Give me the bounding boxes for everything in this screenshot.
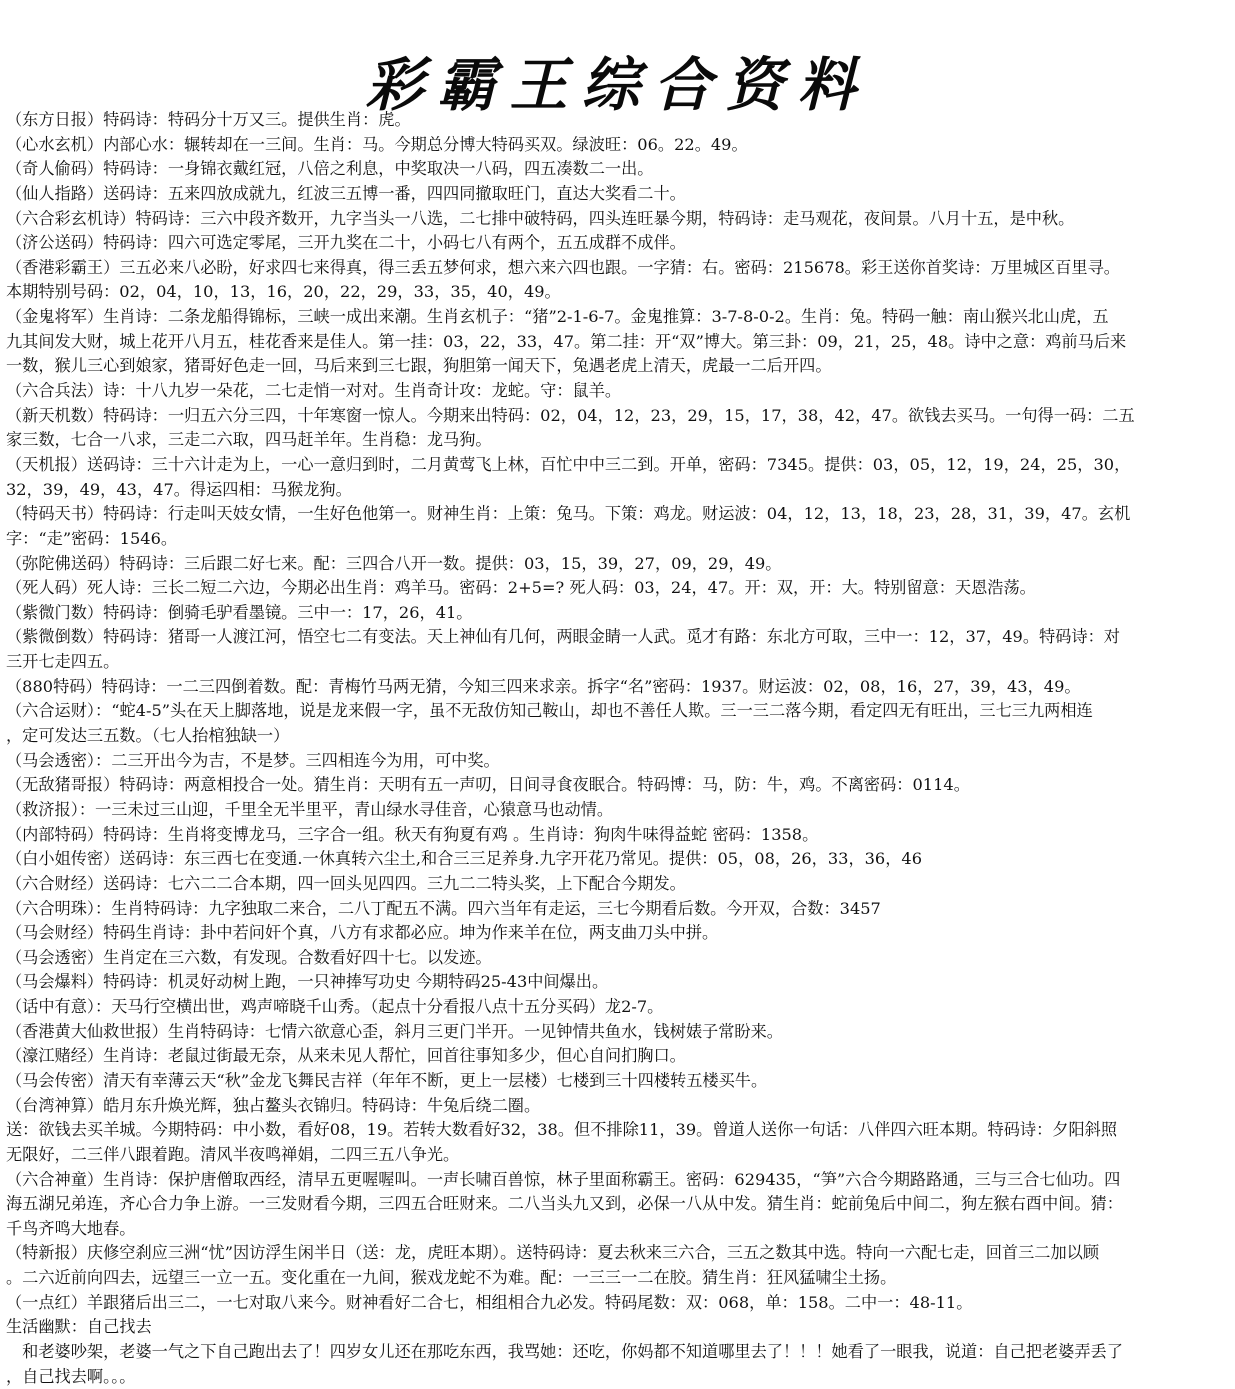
text-line: 32，39，49，43，47。得运四相：马猴龙狗。 (6, 479, 352, 499)
text-line: （死人码）死人诗：三长二短二六边，今期必出生肖：鸡羊马。密码：2+5=? 死人码：03，24，47。开：双，开：大。特别留意：天恩浩荡。 (6, 578, 1036, 598)
text-line: （救济报）：一三未过三山迎，千里全无半里平，青山绿水寻佳音，心猿意马也动情。 (6, 799, 614, 819)
text-line: （香港彩霸王）三五必来八必盼，好求四七来得真，得三丢五梦何求，想六来六四也跟。一字猜：右。密码：215678。彩王送你首奖诗：万里城区百里寻。 (6, 257, 1120, 277)
text-line: （香港黄大仙救世报）生肖特码诗：七情六欲意心歪，斜月三更门半开。一见钟情共鱼水，钱树婊子常盼来。 (6, 1021, 783, 1041)
text-line: （心水玄机）内部心水：辗转却在一三间。生肖：马。今期总分博大特码买双。绿波旺：06。22。49。 (6, 134, 748, 154)
text-line: （880特码）特码诗：一二三四倒着数。配：青梅竹马两无猜，今知三四来求亲。拆字“名”密码：1937。财运波：02，08，16，27，39，43，49。 (6, 676, 1081, 696)
text-line: （马会爆料）特码诗：机灵好动树上跑，一只神捧写功史 今期特码25-43中间爆出。 (6, 972, 609, 992)
text-line: （奇人偷码）特码诗：一身锦衣戴红冠，八倍之利息，中奖取决一八码，四五凑数二一出。 (6, 159, 654, 179)
text-line: （一点红）羊跟猪后出三二，一七对取八来今。财神看好二合七，相组相合九必发。特码尾数：双：068，单：158。二中一：48-11。 (6, 1292, 973, 1312)
text-line: ，自己找去啊。。。 (6, 1366, 136, 1386)
text-line: （马会财经）特码生肖诗：卦中若问奸个真，八方有求都必应。坤为作来羊在位，两支曲刀头中拼。 (6, 923, 719, 943)
text-line: 送：欲钱去买羊城。今期特码：中小数，看好08，19。若转大数看好32，38。但不排除11，39。曾道人送你一句话：八伴四六旺本期。特码诗：夕阳斜照 (6, 1120, 1118, 1140)
text-line: 无限好，二三伴八跟着跑。清风半夜鸣禅娟，二四三五八争光。 (6, 1144, 460, 1164)
text-line: （特码天书）特码诗：行走叫天妓女情，一生好色他第一。财神生肖：上策：兔马。下策：鸡龙。财运波：04，12，13，18，23，28，31，39，47。玄机 (6, 504, 1131, 524)
text-line: （六合财经）送码诗：七六二二合本期，四一回头见四四。三九二二特头奖，上下配合今期发。 (6, 873, 686, 893)
text-line: （弥陀佛送码）特码诗：三后跟二好七来。配：三四合八开一数。提供：03，15，39，27，09，29，49。 (6, 553, 782, 573)
text-line: 字：“走”密码：1546。 (6, 528, 178, 548)
text-line: （六合明珠）：生肖特码诗：九字独取二来合，二八丁配五不满。四六当年有走运，三七今期看后数。今开双，合数：3457 (6, 898, 881, 918)
text-line: 千鸟齐鸣大地春。 (6, 1218, 136, 1238)
text-line: （紫微门数）特码诗：倒骑毛驴看墨镜。三中一：17，26，41。 (6, 602, 473, 622)
text-line: （金鬼将军）生肖诗：二条龙船得锦标，三峡一成出来潮。生肖玄机子：“猪”2-1-6-7。金鬼推算：3-7-8-0-2。生肖：兔。特码一触：南山猴兴北山虎，五 (6, 307, 1109, 327)
text-line: （白小姐传密）送码诗：东三西七在变通.一休真转六尘土,和合三三足养身.九字开花乃常见。提供：05，08，26，33，36，46 (6, 849, 923, 869)
text-line: 生活幽默：自己找去 (6, 1317, 152, 1337)
text-line: （马会透密）生肖定在三六数，有发现。合数看好四十七。以发迹。 (6, 947, 492, 967)
text-line: 九其间发大财，城上花开八月五，桂花香来是佳人。第一挂：03，22，33，47。第二挂：开“双”博大。第三卦：09，21，25，48。诗中之意：鸡前马后来 (6, 331, 1127, 351)
text-line: （濠江赌经）生肖诗：老鼠过街最无奈，从来未见人帮忙，回首往事知多少，但心自问扪胸口。 (6, 1046, 686, 1066)
text-line: 。二六近前向四去，远望三一立一五。变化重在一九间，猴戏龙蛇不为难。配：一三三一二在胶。猜生肖：狂风猛啸尘土扬。 (6, 1268, 897, 1288)
text-line: 海五湖兄弟连，齐心合力争上游。一三发财看今期，三四五合旺财来。二八当头九又到，必保一八从中发。猜生肖：蛇前兔后中间二，狗左猴右酉中间。猜： (6, 1194, 1123, 1214)
text-line: （天机报）送码诗：三十六计走为上，一心一意归到时，二月黄莺飞上林，百忙中中三二到。开单，密码：7345。提供：03，05，12，19，24，25，30， (6, 454, 1131, 474)
text-line: （东方日报）特码诗：特码分十万又三。提供生肖：虎。 (6, 110, 411, 129)
text-line: （济公送码）特码诗：四六可选定零尾，三开九奖在二十，小码七八有两个，五五成群不成伴。 (6, 233, 686, 253)
text-line: （内部特码）特码诗：生肖将变博龙马，三字合一组。秋天有狗夏有鸡 。生肖诗：狗肉牛味得益蛇 密码：1358。 (6, 824, 819, 844)
text-line: （话中有意）：天马行空横出世，鸡声啼晓千山秀。（起点十分看报八点十五分买码）龙2-7。 (6, 997, 664, 1017)
text-line: （台湾神算）皓月东升焕光辉，独占鳌头衣锦归。特码诗：牛兔后绕二圈。 (6, 1095, 541, 1115)
text-line: （六合彩玄机诗）特码诗：三六中段齐数开，九字当头一八选，二七排中破特码，四头连旺暴今期，特码诗：走马观花，夜间景。八月十五，是中秋。 (6, 208, 1075, 228)
text-line: 一数，猴儿三心到娘家，猪哥好色走一回，马后来到三七跟，狗胆第一闻天下，兔遇老虎上清天，虎最一二后开四。 (6, 356, 832, 376)
text-line: （马会透密）：二三开出今为吉，不是梦。三四相连今为用，可中奖。 (6, 750, 500, 770)
text-line: 和老婆吵架，老婆一气之下自己跑出去了！四岁女儿还在那吃东西，我骂她：还吃，你妈都不知道哪里去了！！！她看了一眼我，说道：自己把老婆弄丢了 (6, 1342, 1123, 1362)
text-line: 家三数，七合一八求，三走二六取，四马赶羊年。生肖稳：龙马狗。 (6, 430, 492, 450)
text-line: （无敌猪哥报）特码诗：两意相投合一处。猜生肖：天明有五一声叨，日间寻食夜眠合。特码博：马，防：牛，鸡。不离密码：0114。 (6, 775, 970, 795)
text-line: （六合神童）生肖诗：保护唐僧取西经，清早五更喔喔叫。一声长啸百兽惊，林子里面称霸王。密码：629435，“笋”六合今期路路通，三与三合七仙功。四 (6, 1169, 1121, 1189)
page-title: 彩霸王综合资料 (365, 51, 870, 119)
text-line: （特新报）庆修空刹应三洲“忧”因访浮生闲半日（送：龙，虎旺本期）。送特码诗：夏去秋来三六合，三五之数其中选。特向一六配七走，回首三二加以顾 (6, 1243, 1100, 1263)
text-line: 三开七走四五。 (6, 652, 120, 672)
text-line: （紫微倒数）特码诗：猪哥一人渡江河，悟空七二有变法。天上神仙有几何，两眼金睛一人武。觅才有路：东北方可取，三中一：12，37，49。特码诗：对 (6, 627, 1120, 647)
text-line: （六合运财）：“蛇4-5”头在天上脚落地，说是龙来假一字，虽不无敌仿知己鞍山，却也不善任人欺。三一三二落今期，看定四无有旺出，三七三九两相连 (6, 701, 1093, 721)
document-body (6, 108, 1228, 1389)
text-line: （马会传密）清天有幸薄云天“秋”金龙飞舞民吉祥（年年不断，更上一层楼）七楼到三十四楼转五楼买牛。 (6, 1070, 768, 1090)
text-line: 本期特别号码：02，04，10，13，16，20，22，29，33，35，40，49。 (6, 282, 561, 302)
text-line: （六合兵法）诗：十八九岁一朵花，二七走悄一对对。生肖奇计攻：龙蛇。守：鼠羊。 (6, 381, 622, 401)
text-line: （新天机数）特码诗：一归五六分三四，十年寒窗一惊人。今期来出特码：02，04，12，23，29，15，17，38，42，47。欲钱去买马。一句得一码：二五 (6, 405, 1135, 425)
text-line: （仙人指路）送码诗：五来四放成就九，红波三五博一番，四四同撤取旺门，直达大奖看二十。 (6, 183, 686, 203)
text-line: ，定可发达三五数。（七人抬棺独缺一） (6, 726, 290, 746)
